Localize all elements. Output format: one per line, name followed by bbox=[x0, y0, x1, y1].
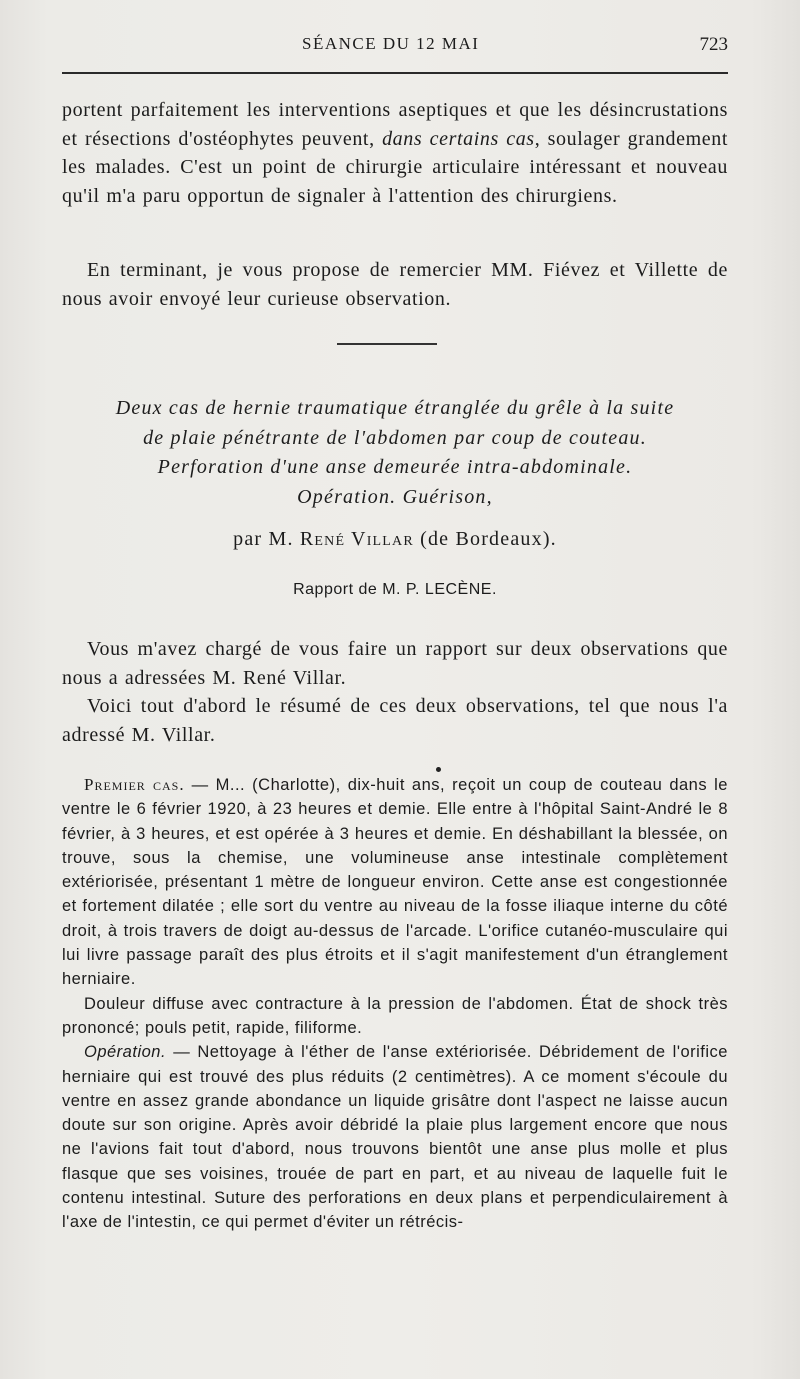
title-line-2: de plaie pénétrante de l'abdomen par coup de couteau. bbox=[143, 426, 647, 449]
intro-italic: dans certains cas bbox=[382, 127, 535, 150]
author-prefix: par M. bbox=[233, 528, 300, 550]
intro-section-2 bbox=[62, 256, 728, 313]
case-1-text: — M... (Charlotte), dix-huit ans, reçoit un coup de couteau dans le ventre le 6 février 1920, à 23 heures et demie. Elle entre à l'hôpital Saint-André le 8 février, à 3 heures, et est opérée à 3 heures et demie. En déshabillant la blessée, on trouve, sous la chemise, une volumineuse anse intestinale complètement extériorisée, présentant 1 mètre de longueur environ. Cette anse est congestionnée et fortement dilatée ; elle sort du ventre au niveau de la fosse iliaque interne du côté droit, à trois travers de doigt au-dessus de l'arcade. L'orifice cutanéo-musculaire qui lui livre passage paraît des plus étroits et il s'agit manifestement d'un étranglement herniaire. bbox=[62, 776, 728, 989]
case-1-operation bbox=[62, 1040, 728, 1234]
page-header bbox=[62, 34, 728, 64]
title-line-4: Opération. Guérison, bbox=[297, 485, 493, 508]
operation-text: — Nettoyage à l'éther de l'anse extériorisée. Débridement de l'orifice herniaire qui est trouvé des plus réduits (2 centimètres). A ce moment s'écoule du ventre en assez grande abondance un liquide grisâtre dont l'aspect ne laisse aucun doute sur son origine. Après avoir débridé la plaie plus largement encore que nous ne l'avions fait tout d'abord, nous trouvons bientôt une anse plus molle et plus flasque que ses voisines, trouée de part en part, et au niveau de laquelle fuit le contenu intestinal. Suture des perforations en deux plans et perpendiculairement à l'axe de l'intestin, ce qui permet d'éviter un rétrécis- bbox=[62, 1043, 728, 1232]
author-name: René Villar bbox=[299, 528, 414, 550]
body-section bbox=[62, 635, 728, 749]
intro-section bbox=[62, 96, 728, 210]
body-paragraph-1: Vous m'avez chargé de vous faire un rapport sur deux observations que nous a adressées M. René Villar. bbox=[62, 638, 728, 689]
intro-paragraph-2: En terminant, je vous propose de remercier MM. Fiévez et Villette de nous avoir envoyé leur curieuse observation. bbox=[62, 259, 728, 310]
operation-label: Opération. bbox=[84, 1043, 167, 1062]
case-1-section bbox=[62, 773, 728, 1235]
report-line: Rapport de M. P. LECÈNE. bbox=[293, 581, 497, 598]
article-author bbox=[62, 528, 728, 551]
article-title bbox=[62, 394, 728, 512]
intro-paragraph-1 bbox=[62, 96, 728, 210]
intro-text-b: , soulager grandement les malades. C'est un point de chirurgie articulaire intéressant et nouveau qu'il m'a paru opportun de signaler à l'attention des chirurgiens. bbox=[62, 127, 729, 207]
title-line-1: Deux cas de hernie traumatique étranglée du grêle à la suite bbox=[115, 397, 675, 419]
page-number: 723 bbox=[699, 34, 728, 55]
body-paragraph-2: Voici tout d'abord le résumé de ces deux observations, tel que nous l'a adressé M. Villar. bbox=[62, 695, 728, 746]
author-suffix: (de Bordeaux). bbox=[413, 528, 557, 550]
section-divider bbox=[337, 343, 437, 345]
case-1-paragraph-2: Douleur diffuse avec contracture à la pression de l'abdomen. État de shock très prononcé; pouls petit, rapide, filiforme. bbox=[62, 994, 728, 1037]
case-1-label: Premier cas. bbox=[84, 775, 185, 794]
print-speck bbox=[436, 767, 441, 772]
running-head: SÉANCE DU 12 MAI bbox=[302, 34, 480, 53]
case-1-paragraph bbox=[62, 773, 728, 992]
title-line-3: Perforation d'une anse demeurée intra-abdominale. bbox=[157, 456, 633, 478]
intro-text-a: portent parfaitement les interventions aseptiques et que les désincrustations et résections d'ostéophytes peuvent, bbox=[62, 99, 728, 150]
header-rule bbox=[62, 72, 728, 74]
